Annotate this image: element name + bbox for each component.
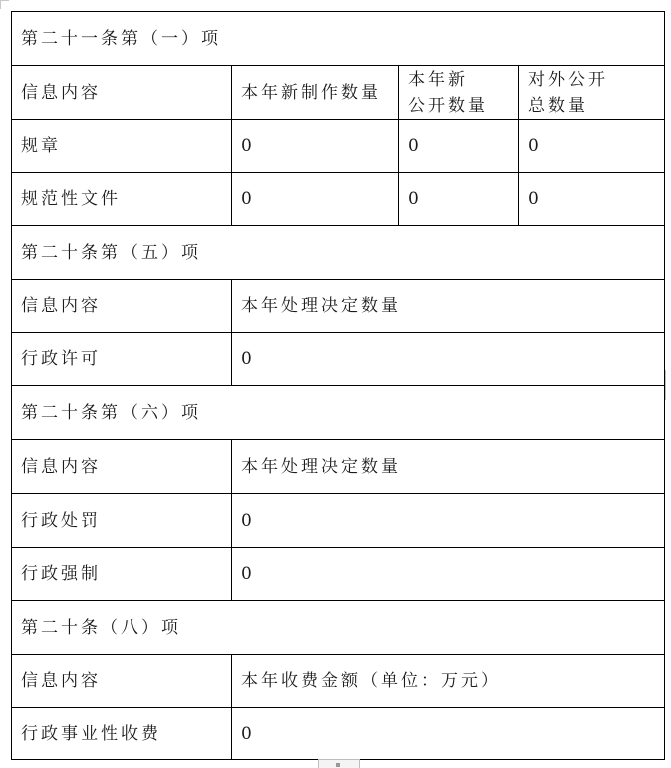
section-title-row: [12, 386, 665, 440]
table-row: [12, 494, 665, 548]
header-content: 信息内容: [12, 655, 232, 708]
table-header-row: [12, 440, 665, 494]
row-total-count: 0: [519, 120, 665, 173]
header-new-published-line-1: 本年新: [408, 69, 468, 90]
right-edge-marker: [665, 370, 671, 400]
header-content: 信息内容: [12, 280, 232, 333]
table-header-row: [12, 66, 665, 120]
row-made-count: 0: [232, 173, 399, 226]
header-total-published-line-1: 对外公开: [528, 69, 608, 90]
row-label: 规章: [12, 120, 232, 173]
bottom-scroll-handle[interactable]: [318, 759, 360, 768]
header-content: 信息内容: [12, 66, 232, 120]
row-value: 0: [232, 548, 665, 601]
table-row: [12, 708, 665, 760]
row-label: 行政事业性收费: [12, 708, 232, 760]
table-header-row: [12, 280, 665, 333]
section-title: 第二十条第（六）项: [12, 386, 665, 440]
section-title: 第二十条第（五）项: [12, 226, 665, 280]
header-new-published: [399, 66, 519, 120]
section-title: 第二十一条第（一）项: [12, 12, 665, 66]
row-value: 0: [232, 333, 665, 386]
row-value: 0: [232, 708, 665, 760]
row-label: 行政处罚: [12, 494, 232, 548]
disclosure-table: [11, 11, 665, 760]
header-content: 信息内容: [12, 440, 232, 494]
row-label: 规范性文件: [12, 173, 232, 226]
header-new-made: 本年新制作数量: [232, 66, 399, 120]
row-total-count: 0: [519, 173, 665, 226]
page-corner-mark: [0, 0, 9, 9]
section-title-row: [12, 601, 665, 655]
header-new-published-line-2: 公开数量: [408, 95, 488, 116]
row-published-count: 0: [399, 120, 519, 173]
row-label: 行政强制: [12, 548, 232, 601]
table-row: [12, 548, 665, 601]
header-total-published: [519, 66, 665, 120]
header-value: 本年处理决定数量: [232, 440, 665, 494]
header-value: 本年收费金额（单位：万元）: [232, 655, 665, 708]
row-value: 0: [232, 494, 665, 548]
header-total-published-line-2: 总数量: [528, 95, 588, 116]
row-label: 行政许可: [12, 333, 232, 386]
table-row: [12, 120, 665, 173]
header-value: 本年处理决定数量: [232, 280, 665, 333]
table-header-row: [12, 655, 665, 708]
row-made-count: 0: [232, 120, 399, 173]
section-title-row: [12, 12, 665, 66]
table-row: [12, 173, 665, 226]
table-row: [12, 333, 665, 386]
section-title-row: [12, 226, 665, 280]
section-title: 第二十条（八）项: [12, 601, 665, 655]
row-published-count: 0: [399, 173, 519, 226]
